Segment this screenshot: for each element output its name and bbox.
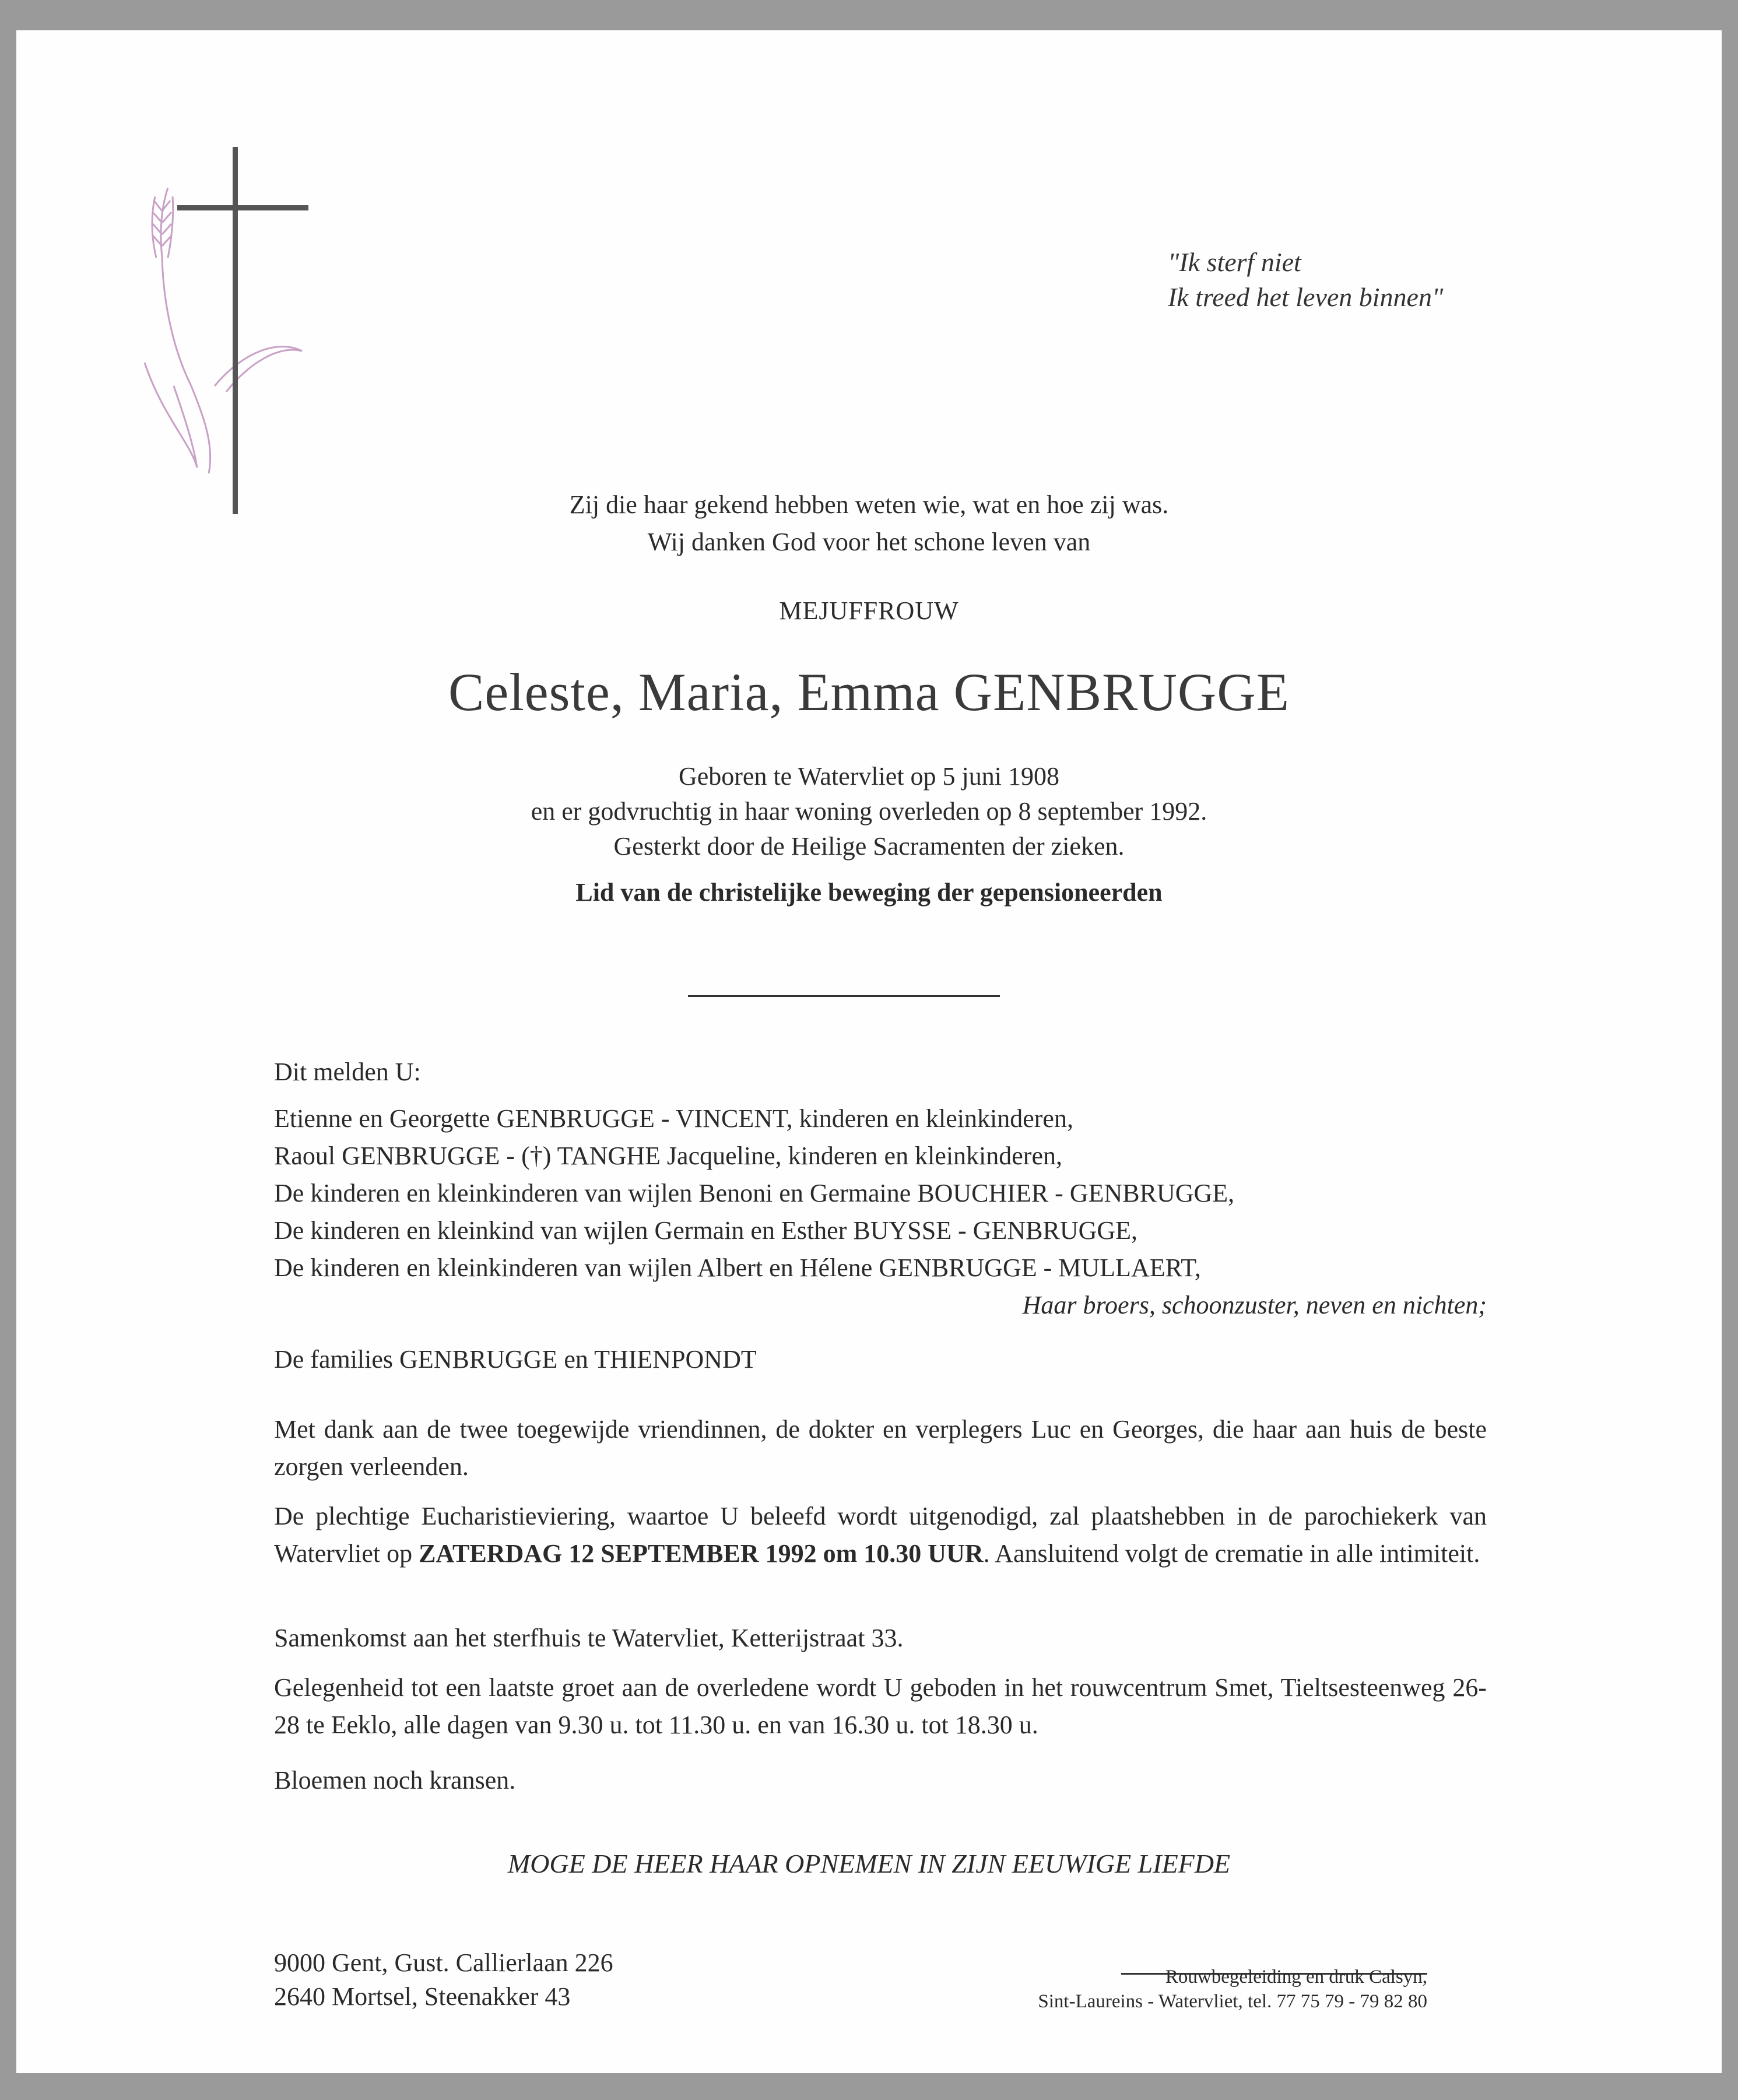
closing-prayer [16, 1848, 1722, 1879]
deceased-name: Celeste, Maria, Emma GENBRUGGE [448, 662, 1290, 722]
cross-with-wheat-icon [127, 141, 325, 520]
intro-text [16, 486, 1722, 561]
honorific: MEJUFFROUW [779, 596, 959, 625]
meeting-paragraph: Samenkomst aan het sterfhuis te Watervliet, Ketterijstraat 33. [274, 1624, 904, 1652]
epigraph-quote [1168, 245, 1576, 315]
info-line: en er godvruchtig in haar woning overleden op 8 september 1992. [531, 797, 1207, 826]
intro-line: Zij die haar gekend hebben weten wie, wat en hoe zij was. [569, 490, 1169, 519]
mass-text: De plechtige Eucharistieviering, waartoe U beleefd wordt uitgenodigd, zal plaatshebben in de parochiekerk van Watervliet op [274, 1502, 1487, 1568]
family-addresses [274, 1946, 613, 2014]
families-line: De families GENBRUGGE en THIENPONDT [274, 1345, 757, 1374]
family-list [274, 1100, 1487, 1324]
family-line: De kinderen en kleinkinderen van wijlen Albert en Hélene GENBRUGGE - MULLAERT, [274, 1253, 1201, 1282]
info-line: Geboren te Watervliet op 5 juni 1908 [678, 762, 1060, 791]
closing-text: MOGE DE HEER HAAR OPNEMEN IN ZIJN EEUWIGE LIEFDE [507, 1849, 1231, 1878]
birth-death-info [16, 759, 1722, 864]
quote-line: "Ik sterf niet [1168, 247, 1301, 277]
printer-line: Rouwbegeleiding en druk Calsyn, [1165, 1966, 1427, 1987]
family-line: Raoul GENBRUGGE - (†) TANGHE Jacqueline, kinderen en kleinkinderen, [274, 1142, 1062, 1170]
family-line: De kinderen en kleinkinderen van wijlen Benoni en Germaine BOUCHIER - GENBRUGGE, [274, 1179, 1235, 1207]
address-line: 9000 Gent, Gust. Callierlaan 226 [274, 1948, 613, 1977]
mass-date-time: ZATERDAG 12 SEPTEMBER 1992 om 10.30 UUR [419, 1539, 984, 1568]
family-line: Etienne en Georgette GENBRUGGE - VINCENT, kinderen en kleinkinderen, [274, 1104, 1073, 1133]
announce-line: Dit melden U: [274, 1058, 421, 1086]
family-relation: Haar broers, schoonzuster, neven en nichten; [1022, 1291, 1487, 1319]
printer-credit [926, 1965, 1427, 2014]
printer-line: Sint-Laureins - Watervliet, tel. 77 75 79 - 79 82 80 [1038, 1991, 1427, 2012]
flowers-line: Bloemen noch kransen. [274, 1766, 516, 1795]
obituary-card [16, 30, 1722, 2073]
visitation-paragraph: Gelegenheid tot een laatste groet aan de overledene wordt U geboden in het rouwcentrum Smet, Tieltsesteenweg 26-28 te Eeklo, alle dagen van 9.30 u. tot 11.30 u. en van 16.30 u. tot 18.30 u. [274, 1673, 1487, 1739]
divider [688, 995, 1000, 997]
mass-paragraph [274, 1498, 1487, 1572]
intro-line: Wij danken God voor het schone leven van [647, 528, 1091, 556]
family-line: De kinderen en kleinkind van wijlen Germain en Esther BUYSSE - GENBRUGGE, [274, 1216, 1138, 1245]
quote-line: Ik treed het leven binnen" [1168, 282, 1444, 312]
info-line: Gesterkt door de Heilige Sacramenten der zieken. [613, 832, 1125, 861]
membership-line: Lid van de christelijke beweging der gepensioneerden [575, 878, 1163, 907]
address-line: 2640 Mortsel, Steenakker 43 [274, 1982, 571, 2011]
thanks-paragraph: Met dank aan de twee toegewijde vriendinnen, de dokter en verplegers Luc en Georges, die haar aan huis de beste zorgen verleenden. [274, 1415, 1487, 1481]
mass-text: . Aansluitend volgt de crematie in alle intimiteit. [983, 1539, 1480, 1568]
